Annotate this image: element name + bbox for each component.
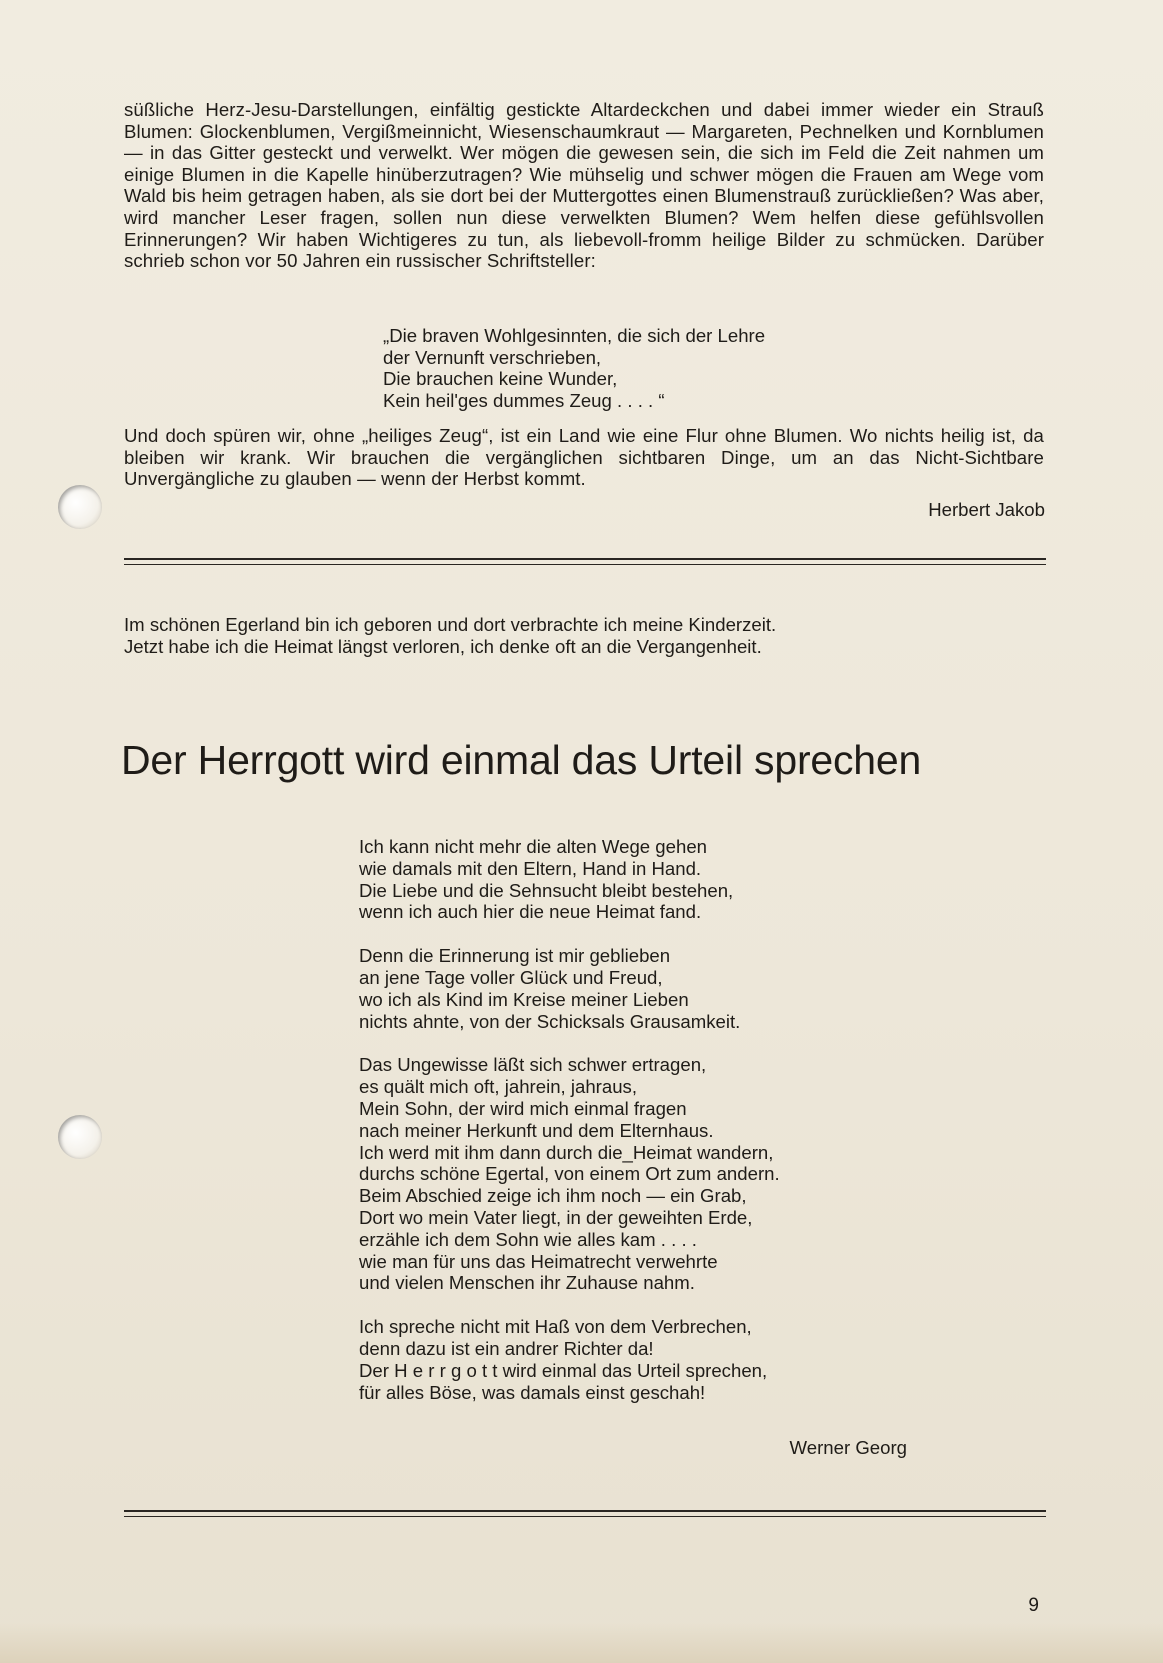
poem-line: Ich werd mit ihm dann durch die_Heimat wandern, — [359, 1141, 774, 1163]
page-number: 9 — [1028, 1595, 1039, 1616]
poem-body — [359, 836, 780, 1425]
poem-line: an jene Tage voller Glück und Freud, — [359, 966, 663, 988]
section-divider — [124, 558, 1046, 565]
poem-stanza — [359, 1054, 780, 1294]
poem-line: und vielen Menschen ihr Zuhause nahm. — [359, 1272, 695, 1294]
quote-line: Die brauchen keine Wunder, — [383, 368, 618, 390]
poem-line: durchs schöne Egertal, von einem Ort zum andern. — [359, 1163, 780, 1185]
poem-line: nach meiner Herkunft und dem Elternhaus. — [359, 1119, 714, 1141]
poem-line: Das Ungewisse läßt sich schwer ertragen, — [359, 1054, 707, 1076]
bottom-divider — [124, 1510, 1046, 1517]
poem-line: Beim Abschied zeige ich ihm noch — ein Grab, — [359, 1185, 747, 1207]
poem-author: Werner Georg — [789, 1437, 907, 1458]
poem-line: Ich spreche nicht mit Haß von dem Verbrechen, — [359, 1316, 752, 1338]
quote-line: Kein heil'ges dummes Zeug . . . . “ — [383, 389, 665, 411]
poem-stanza — [359, 1316, 780, 1403]
essay-paragraph-2-text: Und doch spüren wir, ohne „heiliges Zeug“, ist ein Land wie eine Flur ohne Blumen. Wo nichts heilig ist, da bleiben wir krank. Wir brauchen die vergänglichen sichtbaren Dinge, um an das Nicht-Sichtbare Unvergängliche zu glauben — wenn der Herbst kommt. — [124, 425, 1044, 490]
quoted-verse — [383, 325, 765, 411]
poem-line: wenn ich auch hier die neue Heimat fand. — [359, 901, 702, 923]
poem-line: nichts ahnte, von der Schicksals Grausamkeit. — [359, 1010, 741, 1032]
punch-hole-upper — [58, 485, 102, 529]
poem-line: wie man für uns das Heimatrecht verwehrte — [359, 1250, 718, 1272]
essay-paragraph-1 — [124, 99, 1044, 272]
poem-line: Mein Sohn, der wird mich einmal fragen — [359, 1097, 687, 1119]
poem-line: wie damals mit den Eltern, Hand in Hand. — [359, 857, 702, 879]
poem-line: Die Liebe und die Sehnsucht bleibt bestehen, — [359, 879, 734, 901]
essay-author: Herbert Jakob — [928, 499, 1045, 520]
poem-stanza — [359, 945, 780, 1032]
essay-paragraph-1-text: süßliche Herz-Jesu-Darstellungen, einfältig gestickte Altardeckchen und dabei immer wieder ein Strauß Blumen: Glockenblumen, Vergißmeinnicht, Wiesenschaumkraut — Margareten, Pechnelken und Kornblumen — in das Gitter gesteckt und verwelkt. Wer mögen die gewesen sein, die sich im Feld die Zeit nahmen um einige Blumen in die Kapelle hinüberzutragen? Wie mühselig und schwer mögen die Frauen am Wege vom Wald bis heim getragen haben, als sie dort bei der Muttergottes einen Blumenstrauß zurückließen? Was aber, wird mancher Leser fragen, sollen nun diese verwelkten Blumen? Wem helfen diese gefühlsvollen Erinnerungen? Wir haben Wichtigeres zu tun, als liebevoll-fromm heilige Bilder zu schmücken. Darüber schrieb schon vor 50 Jahren ein russischer Schriftsteller: — [124, 99, 1044, 272]
poem-line: Ich kann nicht mehr die alten Wege gehen — [359, 836, 707, 857]
poem-title: Der Herrgott wird einmal das Urteil sprechen — [121, 737, 922, 783]
poem-line: Denn die Erinnerung ist mir geblieben — [359, 945, 671, 967]
poem-line: es quält mich oft, jahrein, jahraus, — [359, 1076, 638, 1098]
poem-line: Dort wo mein Vater liegt, in der geweihten Erde, — [359, 1206, 753, 1228]
essay-paragraph-2 — [124, 425, 1044, 490]
poem-line: denn dazu ist ein andrer Richter da! — [359, 1337, 654, 1359]
poem-stanza — [359, 836, 780, 923]
punch-hole-lower — [58, 1115, 102, 1159]
poem-line: erzähle ich dem Sohn wie alles kam . . . . — [359, 1228, 697, 1250]
poem-intro — [124, 614, 1044, 657]
poem-line: wo ich als Kind im Kreise meiner Lieben — [359, 988, 689, 1010]
poem-line: Der H e r r g o t t wird einmal das Urteil sprechen, — [359, 1359, 768, 1381]
poem-line: für alles Böse, was damals einst geschah! — [359, 1381, 706, 1403]
intro-line: Im schönen Egerland bin ich geboren und dort verbrachte ich meine Kinderzeit. — [124, 614, 777, 635]
intro-line: Jetzt habe ich die Heimat längst verloren, ich denke oft an die Vergangenheit. — [124, 635, 762, 657]
quote-line: der Vernunft verschrieben, — [383, 346, 602, 368]
quote-line: „Die braven Wohlgesinnten, die sich der Lehre — [383, 325, 766, 346]
